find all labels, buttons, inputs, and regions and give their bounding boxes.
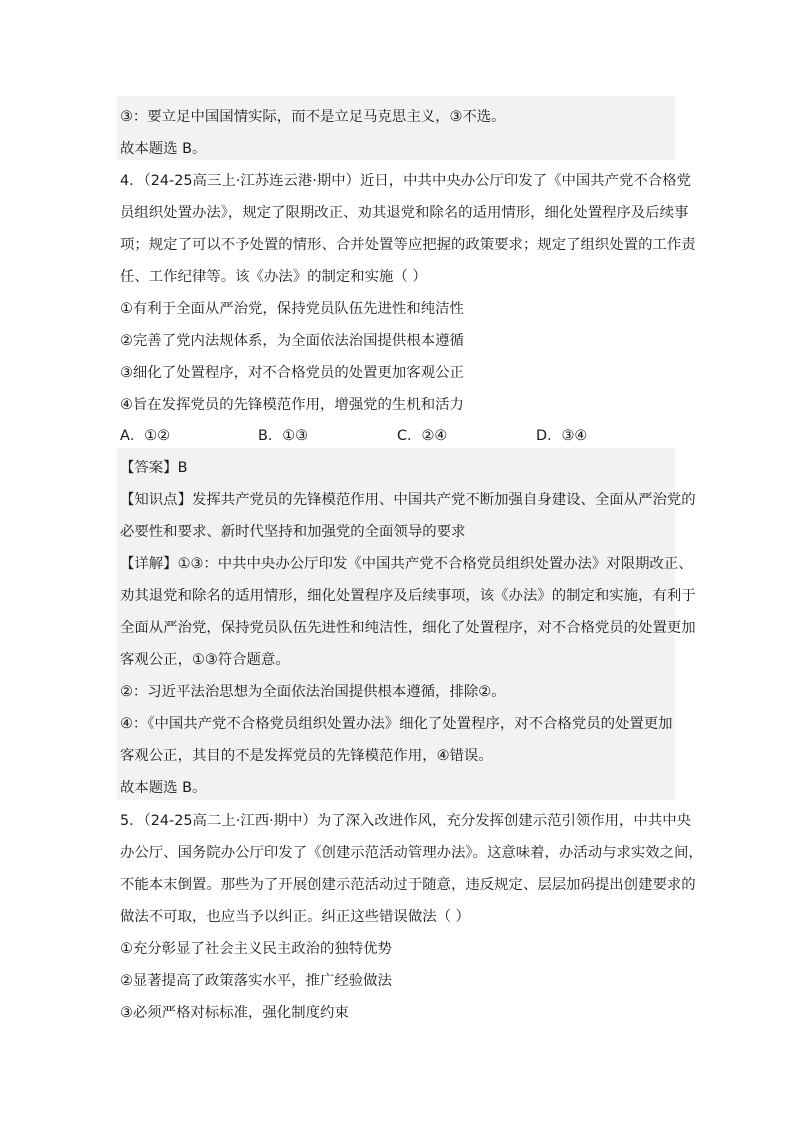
q4-answer: 【答案】B <box>120 460 188 476</box>
q4-detail-line-4: 客观公正，①③符合题意。 <box>120 652 290 668</box>
q5-stem-line-4: 做法不可取，也应当予以纠正。纠正这些错误做法（ ） <box>120 909 470 925</box>
q4-detail-line-1: 【详解】①③：中共中央办公厅印发《中国共产党不合格党员组织处置办法》对限期改正、 <box>120 556 693 572</box>
q4-stem-line-4: 任、工作纪律等。该《办法》的制定和实施（ ） <box>120 269 427 285</box>
q5-stem-line-3: 不能本末倒置。那些为了开展创建示范活动过于随意，违反规定、层层加码提出创建要求的 <box>120 877 696 893</box>
q4-item-4: ④旨在发挥党员的先锋模范作用，增强党的生机和活力 <box>120 397 464 413</box>
prev-answer-line-2: 故本题选 B。 <box>120 141 207 157</box>
q5-item-3: ③必须严格对标标准，强化制度约束 <box>120 1005 349 1021</box>
q4-option-c: C．②④ <box>397 428 448 444</box>
prev-answer-line-1: ③：要立足中国国情实际，而不是立足马克思主义，③不选。 <box>120 109 506 125</box>
q4-detail-line-6: ④：《中国共产党不合格党员组织处置办法》细化了处置程序，对不合格党员的处置更加 <box>120 716 673 732</box>
q4-item-3: ③细化了处置程序，对不合格党员的处置更加客观公正 <box>120 365 464 381</box>
q4-detail-line-7: 客观公正，其目的不是发挥党员的先锋模范作用，④错误。 <box>120 748 493 764</box>
q4-stem-line-1: 4．（24-25高三上·江苏连云港·期中）近日，中共中央办公厅印发了《中国共产党不合格党 <box>120 173 691 189</box>
q4-item-1: ①有利于全面从严治党，保持党员队伍先进性和纯洁性 <box>120 301 464 317</box>
q5-stem-line-2: 办公厅、国务院办公厅印发了《创建示范活动管理办法》。这意味着，办活动与求实效之间， <box>120 845 703 861</box>
q4-option-a: A．①② <box>120 428 171 444</box>
q4-options <box>120 426 680 446</box>
q5-item-1: ①充分彰显了社会主义民主政治的独特优势 <box>120 941 392 957</box>
q4-knowledge-line-2: 必要性和要求、新时代坚持和加强党的全面领导的要求 <box>120 524 466 540</box>
q4-detail-line-5: ②：习近平法治思想为全面依法治国提供根本遵循，排除②。 <box>120 684 506 700</box>
q5-item-2: ②显著提高了政策落实水平，推广经验做法 <box>120 973 392 989</box>
q4-option-d: D．③④ <box>536 428 588 444</box>
q4-detail-line-2: 劝其退党和除名的适用情形，细化处置程序及后续事项，该《办法》的制定和实施，有利于 <box>120 588 696 604</box>
q4-option-b: B．①③ <box>258 428 309 444</box>
q4-item-2: ②完善了党内法规体系，为全面依法治国提供根本遵循 <box>120 333 464 349</box>
q5-stem-line-1: 5．（24-25高二上·江西·期中）为了深入改进作风，充分发挥创建示范引领作用，中共中央 <box>120 813 691 829</box>
q4-stem-line-3: 项；规定了可以不予处置的情形、合并处置等应把握的政策要求；规定了组织处置的工作责 <box>120 237 696 253</box>
q4-detail-line-8: 故本题选 B。 <box>120 780 207 796</box>
q4-stem-line-2: 员组织处置办法》，规定了限期改正、劝其退党和除名的适用情形，细化处置程序及后续事 <box>120 205 689 221</box>
q4-detail-line-3: 全面从严治党，保持党员队伍先进性和纯洁性，细化了处置程序，对不合格党员的处置更加 <box>120 620 696 636</box>
q4-knowledge-line-1: 【知识点】发挥共产党员的先锋模范作用、中国共产党不断加强自身建设、全面从严治党的 <box>120 492 696 508</box>
